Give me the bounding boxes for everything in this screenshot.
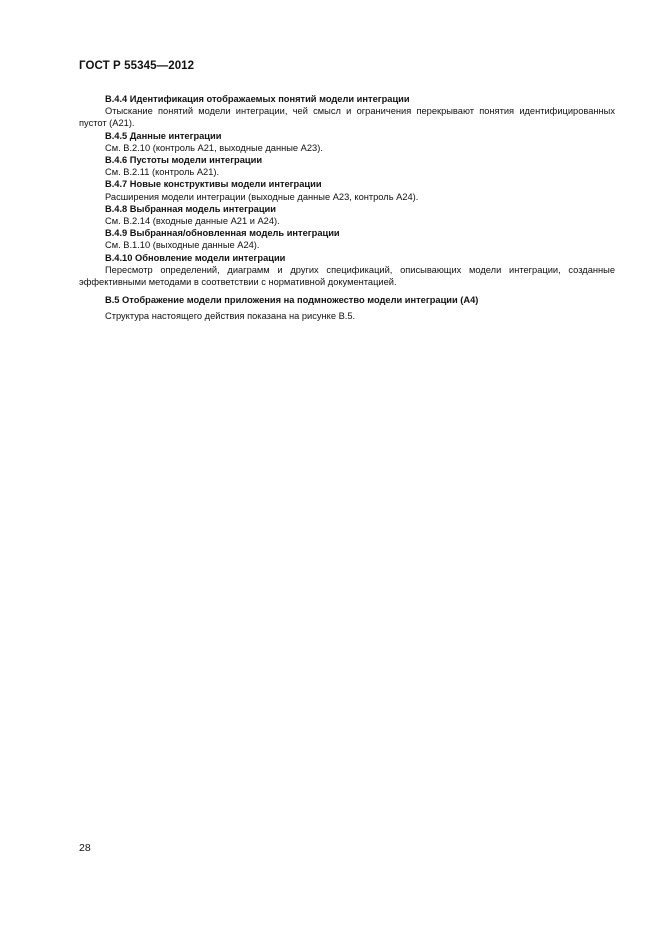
section-heading-b5: В.5 Отображение модели приложения на подмножество модели интеграции (А4) (105, 295, 479, 306)
section-heading-b45: В.4.5 Данные интеграции (105, 130, 222, 141)
page-number: 28 (79, 842, 91, 854)
page-content (79, 93, 615, 323)
section-text-b47: Расширения модели интеграции (выходные данные А23, контроль А24). (105, 191, 419, 202)
section-text-b410: Пересмотр определений, диаграмм и других спецификаций, описывающих модели интеграции, созданные эффективными методами в соответствии с нормативной документацией. (79, 264, 615, 288)
section-heading-b410: В.4.10 Обновление модели интеграции (105, 252, 286, 263)
section-text-b44: Отыскание понятий модели интеграции, чей смысл и ограничения перекрывают понятия идентифицированных пустот (А21). (79, 106, 615, 129)
section-heading-b46: В.4.6 Пустоты модели интеграции (105, 155, 263, 166)
section-text-b48: См. В.2.14 (входные данные А21 и А24). (105, 216, 280, 227)
section-heading-b44: В.4.4 Идентификация отображаемых понятий модели интеграции (105, 94, 410, 104)
document-number: ГОСТ Р 55345—2012 (79, 60, 195, 72)
section-text-b45: См. В.2.10 (контроль А21, выходные данные А23). (105, 142, 323, 153)
section-heading-b47: В.4.7 Новые конструктивы модели интеграции (105, 179, 322, 190)
section-text-b5: Структура настоящего действия показана на рисунке В.5. (105, 311, 356, 322)
section-text-b49: См. В.1.10 (выходные данные А24). (105, 240, 260, 251)
section-heading-b48: В.4.8 Выбранная модель интеграции (105, 203, 276, 214)
section-text-b46: См. В.2.11 (контроль А21). (105, 167, 220, 178)
section-heading-b49: В.4.9 Выбранная/обновленная модель интеграции (105, 228, 340, 239)
